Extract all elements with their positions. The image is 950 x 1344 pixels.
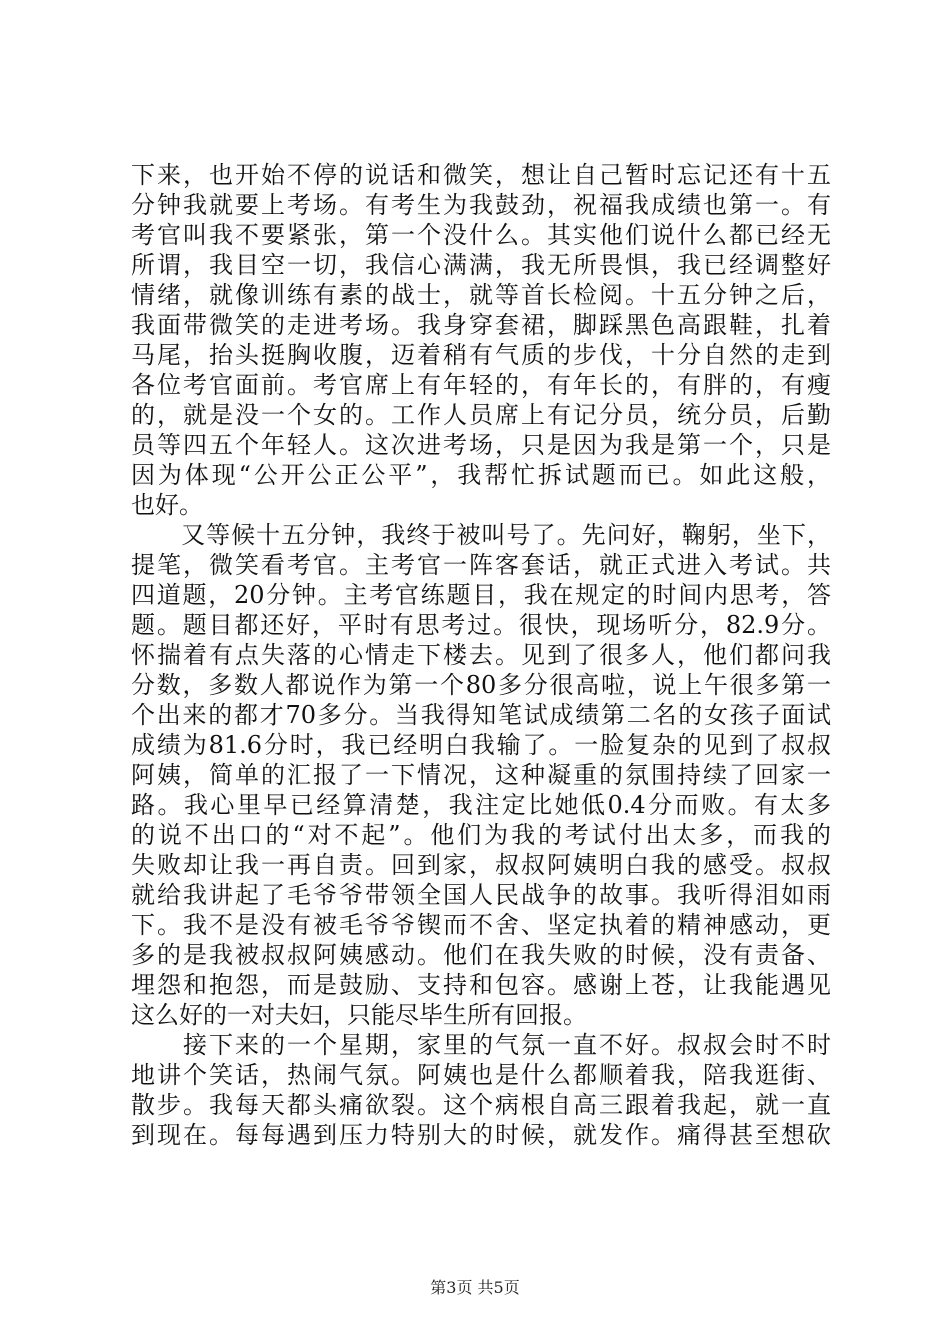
page-number: 第3页 共5页 <box>430 1278 520 1297</box>
text-line: 就给我讲起了毛爷爷带领全国人民战争的故事。我听得泪如雨 <box>131 881 831 909</box>
text-line: 下。我不是没有被毛爷爷锲而不舍、坚定执着的精神感动，更 <box>131 911 831 939</box>
text-line: 所谓，我目空一切，我信心满满，我无所畏惧，我已经调整好 <box>131 251 831 279</box>
text-line: 情绪，就像训练有素的战士，就等首长检阅。十五分钟之后， <box>131 281 831 309</box>
text-line: 下来，也开始不停的说话和微笑，想让自己暂时忘记还有十五 <box>131 161 831 189</box>
text-line: 又等候十五分钟，我终于被叫号了。先问好，鞠躬，坐下， <box>131 521 831 549</box>
text-line: 各位考官面前。考官席上有年轻的，有年长的，有胖的，有瘦 <box>131 371 831 399</box>
text-line: 题。题目都还好，平时有思考过。很快，现场听分，82.9分。 <box>131 611 831 639</box>
text-line: 的，就是没一个女的。工作人员席上有记分员，统分员，后勤 <box>131 401 831 429</box>
page-footer <box>0 1278 950 1298</box>
text-line: 考官叫我不要紧张，第一个没什么。其实他们说什么都已经无 <box>131 221 831 249</box>
text-line: 失败却让我一再自责。回到家，叔叔阿姨明白我的感受。叔叔 <box>131 851 831 879</box>
text-line: 四道题，20分钟。主考官练题目，我在规定的时间内思考，答 <box>131 581 831 609</box>
text-line: 接下来的一个星期，家里的气氛一直不好。叔叔会时不时 <box>131 1031 831 1059</box>
text-line: 怀揣着有点失落的心情走下楼去。见到了很多人，他们都问我 <box>131 641 831 669</box>
text-line: 员等四五个年轻人。这次进考场，只是因为我是第一个，只是 <box>131 431 831 459</box>
text-line: 多的是我被叔叔阿姨感动。他们在我失败的时候，没有责备、 <box>131 941 831 969</box>
text-line: 阿姨，简单的汇报了一下情况，这种凝重的氛围持续了回家一 <box>131 761 831 789</box>
text-line: 到现在。每每遇到压力特别大的时候，就发作。痛得甚至想砍 <box>131 1121 831 1149</box>
text-line: 我面带微笑的走进考场。我身穿套裙，脚踩黑色高跟鞋，扎着 <box>131 311 831 339</box>
text-line: 分数，多数人都说作为第一个80多分很高啦，说上午很多第一 <box>131 671 831 699</box>
text-line: 因为体现“公开公正公平”，我帮忙拆试题而已。如此这般， <box>131 461 831 489</box>
text-line: 这么好的一对夫妇，只能尽毕生所有回报。 <box>131 1001 587 1029</box>
text-line: 也好。 <box>131 491 203 519</box>
text-line: 提笔，微笑看考官。主考官一阵客套话，就正式进入考试。共 <box>131 551 831 579</box>
text-line: 的说不出口的“对不起”。他们为我的考试付出太多，而我的 <box>131 821 831 849</box>
text-line: 地讲个笑话，热闹气氛。阿姨也是什么都顺着我，陪我逛街、 <box>131 1061 831 1089</box>
text-line: 马尾，抬头挺胸收腹，迈着稍有气质的步伐，十分自然的走到 <box>131 341 831 369</box>
text-line: 分钟我就要上考场。有考生为我鼓劲，祝福我成绩也第一。有 <box>131 191 831 219</box>
body-text <box>131 160 831 1150</box>
text-line: 个出来的都才70多分。当我得知笔试成绩第二名的女孩子面试 <box>131 701 831 729</box>
text-line: 路。我心里早已经算清楚，我注定比她低0.4分而败。有太多 <box>131 791 831 819</box>
text-line: 埋怨和抱怨，而是鼓励、支持和包容。感谢上苍，让我能遇见 <box>131 971 831 999</box>
text-line: 散步。我每天都头痛欲裂。这个病根自高三跟着我起，就一直 <box>131 1091 831 1119</box>
text-line: 成绩为81.6分时，我已经明白我输了。一脸复杂的见到了叔叔 <box>131 731 831 759</box>
